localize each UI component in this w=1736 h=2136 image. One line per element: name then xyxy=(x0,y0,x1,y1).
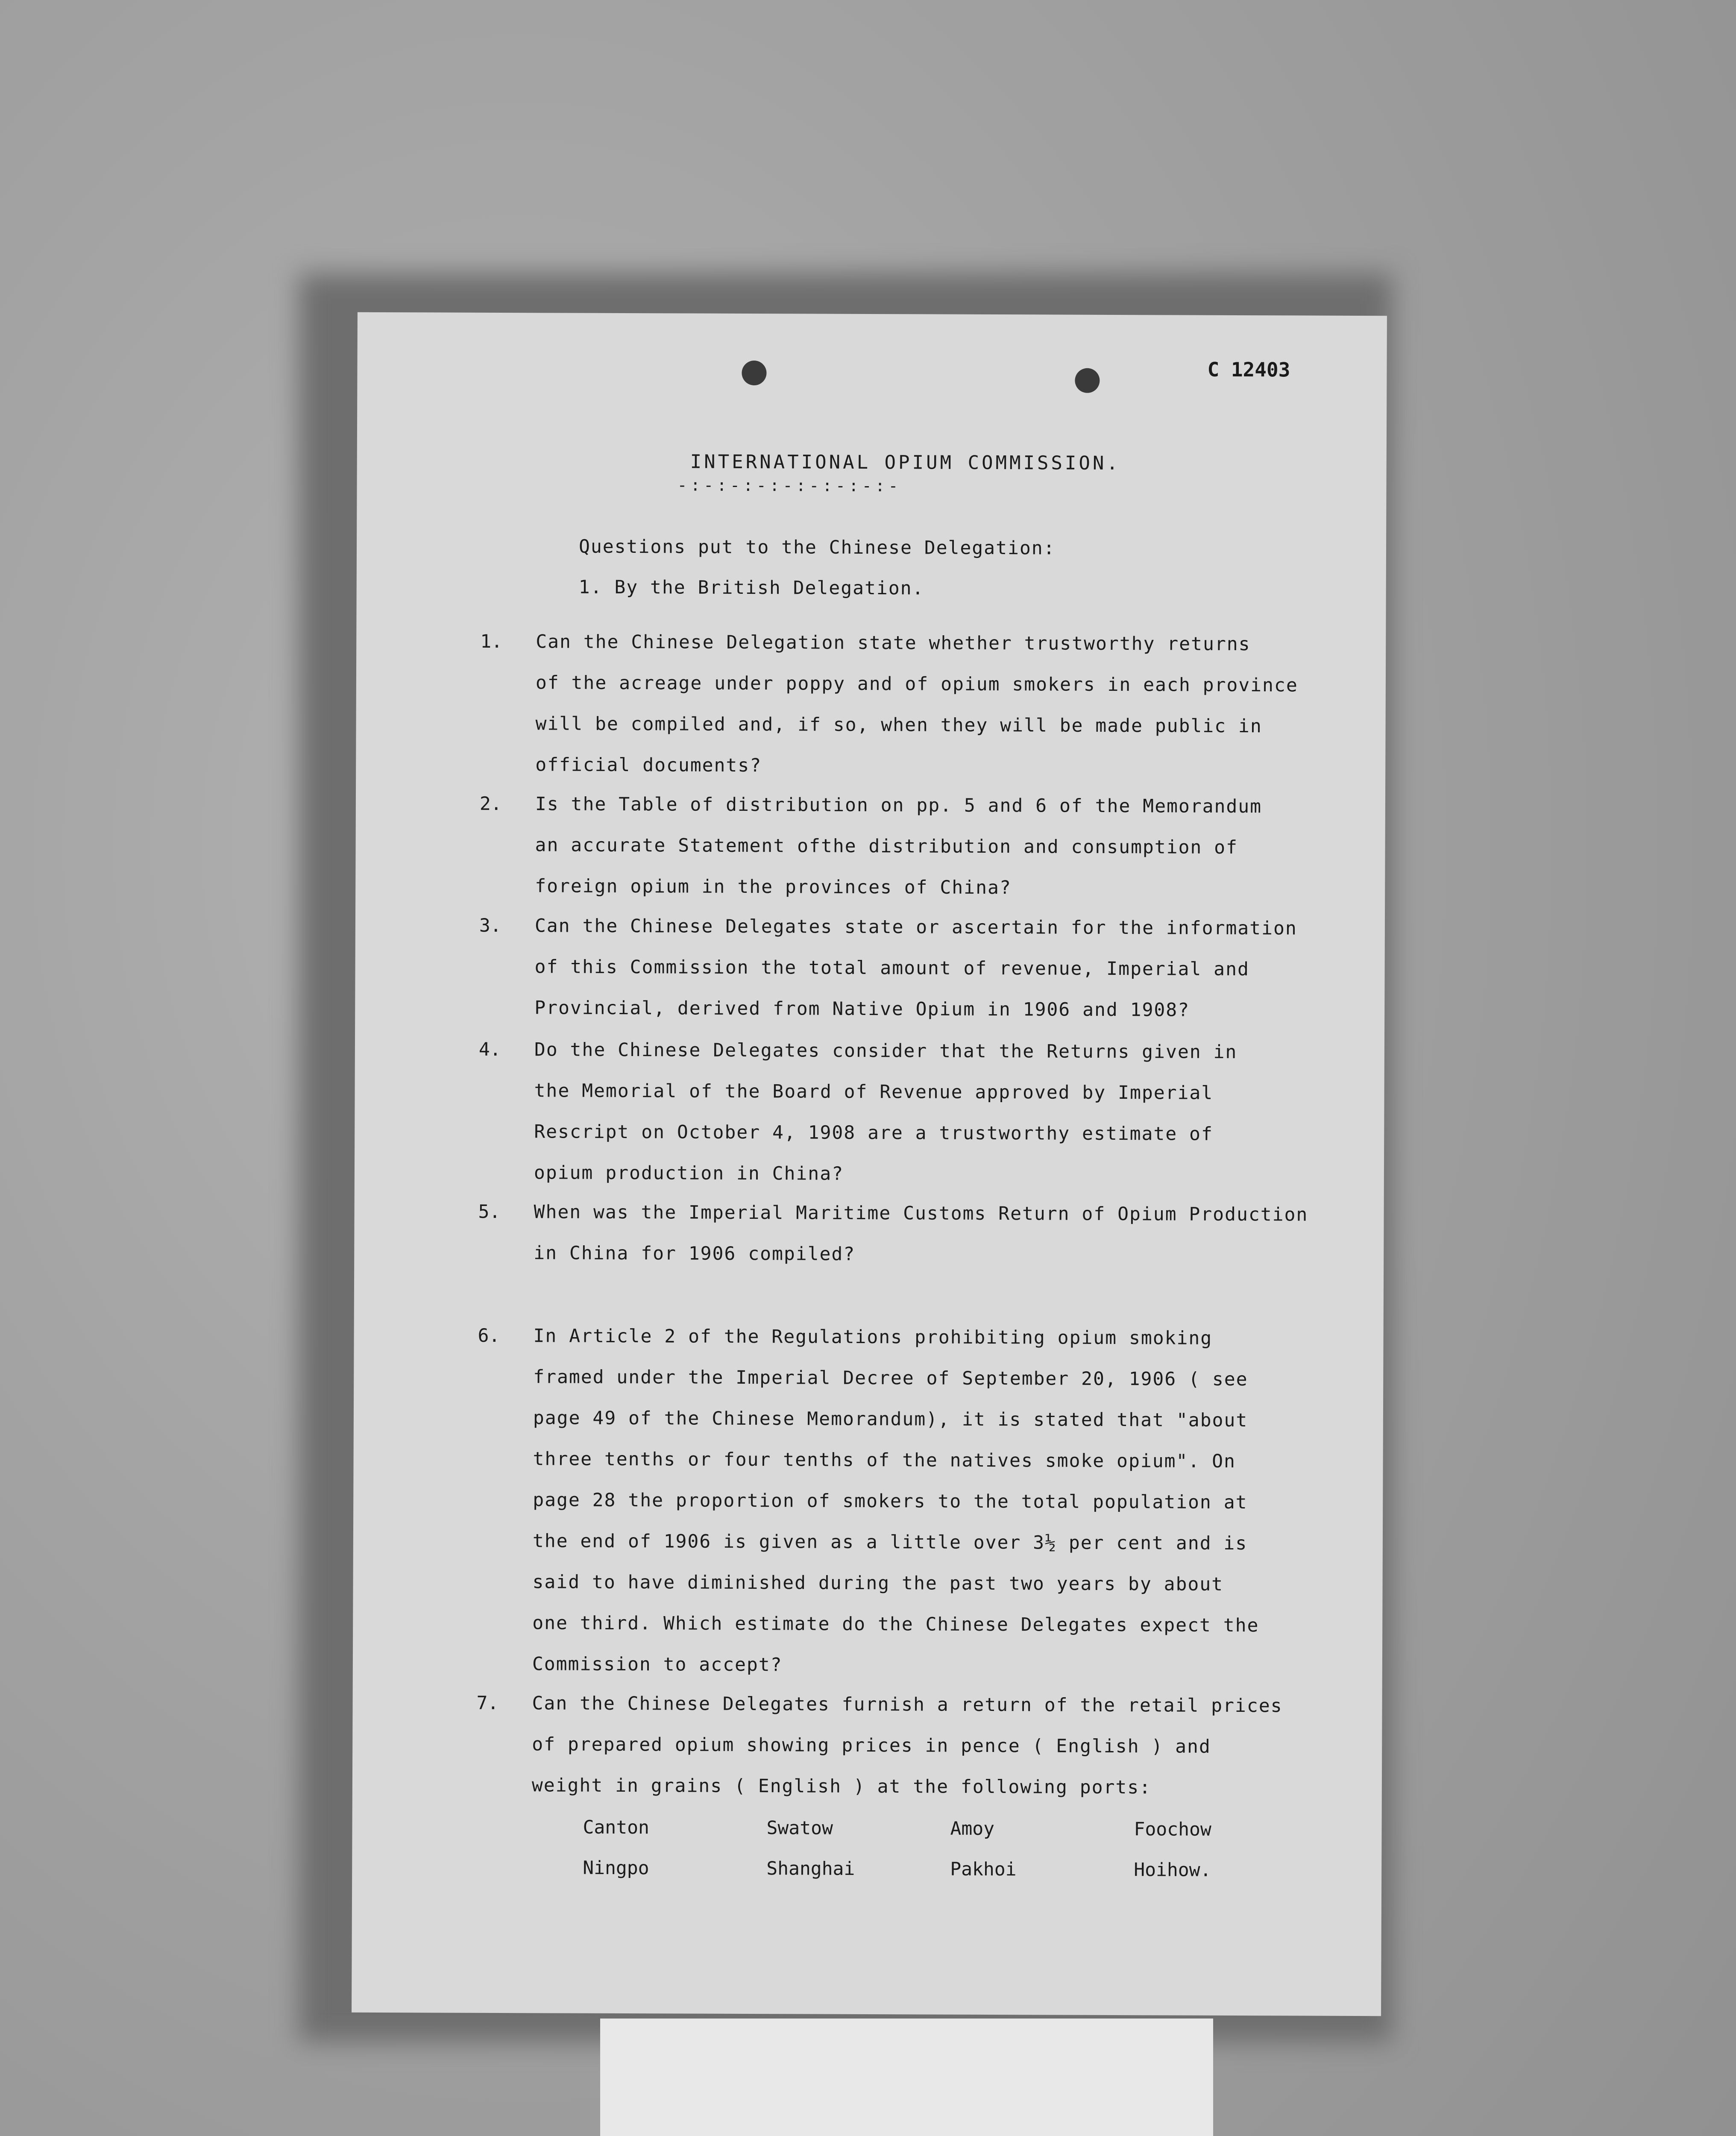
question-number: 2. xyxy=(479,793,502,815)
archive-label-card xyxy=(600,2019,1213,2136)
port-name: Ningpo xyxy=(583,1857,649,1879)
question-number: 3. xyxy=(479,915,501,936)
question-number: 1. xyxy=(480,631,503,652)
question-text-line: said to have diminished during the past two years by about xyxy=(532,1571,1224,1595)
question-text-line: official documents? xyxy=(535,754,762,777)
intro-line-2: 1. By the British Delegation. xyxy=(578,576,924,599)
question-number: 4. xyxy=(478,1039,501,1060)
pin-hole-left xyxy=(742,361,766,385)
question-text-line: Rescript on October 4, 1908 are a trustworthy estimate of xyxy=(534,1121,1213,1145)
question-text-line: of the acreage under poppy and of opium smokers in each province xyxy=(535,672,1298,696)
question-number: 5. xyxy=(478,1201,501,1223)
question-text-line: Do the Chinese Delegates consider that the Returns given in xyxy=(534,1039,1237,1063)
question-text-line: page 49 of the Chinese Memorandum), it is stated that "about xyxy=(533,1407,1248,1432)
question-text-line: the Memorial of the Board of Revenue approved by Imperial xyxy=(534,1080,1214,1104)
question-text-line: Provincial, derived from Native Opium in 1906 and 1908? xyxy=(534,997,1190,1021)
typed-document xyxy=(352,312,1387,2016)
port-name: Shanghai xyxy=(766,1858,855,1880)
question-text-line: Commission to accept? xyxy=(532,1653,783,1676)
question-text-line: Is the Table of distribution on pp. 5 and 6 of the Memorandum xyxy=(535,793,1262,818)
question-number: 6. xyxy=(478,1325,500,1347)
question-text-line: one third. Which estimate do the Chinese Delegates expect the xyxy=(532,1612,1259,1637)
question-text-line: of prepared opium showing prices in pence ( English ) and xyxy=(532,1734,1211,1758)
document-title: INTERNATIONAL OPIUM COMMISSION. xyxy=(690,451,1121,475)
question-text-line: opium production in China? xyxy=(534,1162,844,1185)
question-text-line: When was the Imperial Maritime Customs Return of Opium Production xyxy=(534,1201,1308,1226)
reference-number: C 12403 xyxy=(1207,358,1290,381)
port-name: Foochow xyxy=(1134,1819,1211,1840)
question-text-line: foreign opium in the provinces of China? xyxy=(535,875,1012,899)
question-number: 7. xyxy=(476,1692,499,1714)
port-name: Canton xyxy=(583,1816,650,1839)
question-text-line: of this Commission the total amount of revenue, Imperial and xyxy=(534,956,1249,980)
question-text-line: Can the Chinese Delegates furnish a return of the retail prices xyxy=(532,1693,1283,1717)
question-text-line: Can the Chinese Delegates state or ascertain for the information xyxy=(534,915,1297,939)
port-name: Pakhoi xyxy=(950,1858,1017,1881)
intro-line-1: Questions put to the Chinese Delegation: xyxy=(578,536,1056,559)
question-text-line: in China for 1906 compiled? xyxy=(534,1242,856,1265)
question-text-line: In Article 2 of the Regulations prohibiting opium smoking xyxy=(533,1325,1213,1349)
question-text-line: page 28 the proportion of smokers to the total population at xyxy=(533,1489,1248,1514)
question-text-line: will be compiled and, if so, when they will be made public in xyxy=(535,713,1262,737)
port-name: Hoihow. xyxy=(1134,1859,1211,1881)
question-text-line: the end of 1906 is given as a little over 3½ per cent and is xyxy=(532,1530,1248,1555)
title-divider: -:-:-:-:-:-:-:-:- xyxy=(677,475,902,496)
question-text-line: framed under the Imperial Decree of September 20, 1906 ( see xyxy=(533,1366,1248,1391)
question-text-line: three tenths or four tenths of the natives smoke opium". On xyxy=(533,1448,1236,1472)
question-text-line: an accurate Statement ofthe distribution and consumption of xyxy=(535,834,1238,859)
pin-hole-right xyxy=(1075,368,1100,393)
question-text-line: weight in grains ( English ) at the following ports: xyxy=(531,1775,1152,1799)
port-name: Amoy xyxy=(950,1818,995,1840)
question-text-line: Can the Chinese Delegation state whether trustworthy returns xyxy=(536,631,1251,655)
port-name: Swatow xyxy=(766,1817,833,1839)
